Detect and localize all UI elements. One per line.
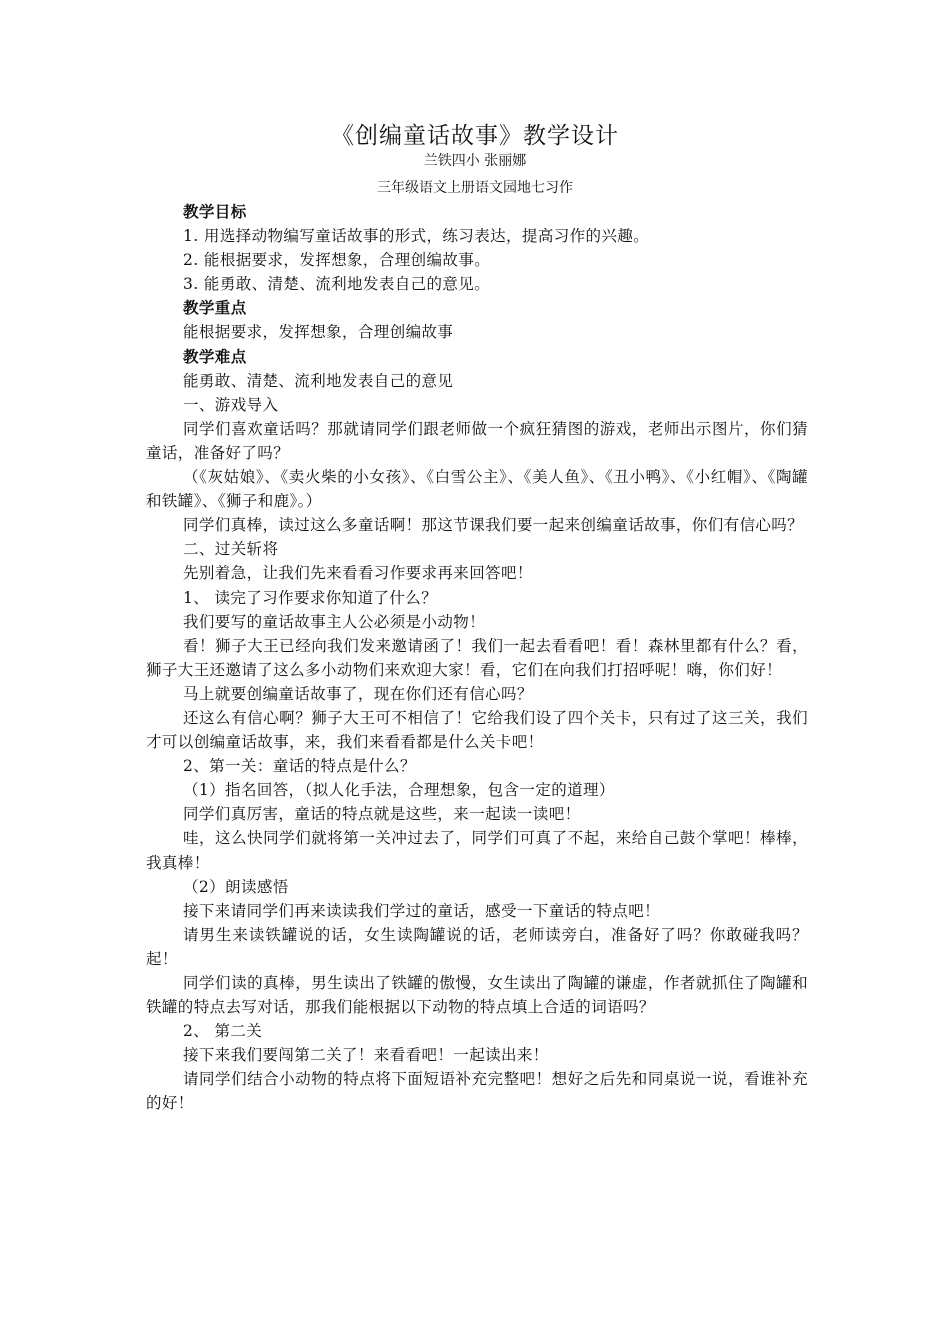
document-body <box>146 200 808 1116</box>
document-subtitle: 三年级语文上册语文园地七习作 <box>377 180 573 196</box>
paragraph: （1）指名回答，（拟人化手法，合理想象，包含一定的道理） <box>183 781 615 800</box>
paragraph: 看！狮子大王已经向我们发来邀请函了！我们一起去看看吧！看！森林里都有什么？看，狮子大王还邀请了这么多小动物们来欢迎大家！看，它们在向我们打招呼呢！嗨，你们好！ <box>146 636 808 679</box>
paragraph: 还这么有信心啊？狮子大王可不相信了！它给我们设了四个关卡，只有过了这三关，我们才可以创编童话故事，来，我们来看看都是什么关卡吧！ <box>146 708 808 752</box>
paragraph: 同学们真厉害，童话的特点就是这些，来一起读一读吧！ <box>183 805 581 824</box>
paragraph: 请同学们结合小动物的特点将下面短语补充完整吧！想好之后先和同桌说一说，看谁补充的好！ <box>146 1070 808 1113</box>
paragraph: 请男生来读铁罐说的话，女生读陶罐说的话，老师读旁白，准备好了吗？你敢碰我吗？起！ <box>146 925 808 968</box>
paragraph: 3. 能勇敢、清楚、流利地发表自己的意见。 <box>183 275 491 294</box>
paragraph: 马上就要创编童话故事了，现在你们还有信心吗？ <box>183 684 533 703</box>
section-heading: 教学难点 <box>183 347 247 366</box>
paragraph: （《灰姑娘》、《卖火柴的小女孩》、《白雪公主》、《美人鱼》、《丑小鸭》、《小红帽》、《陶罐和铁罐》、《狮子和鹿》。） <box>146 468 808 511</box>
document-title: 《创编童话故事》教学设计 <box>331 123 619 149</box>
section-heading: 教学重点 <box>183 299 247 318</box>
paragraph: 同学们真棒，读过这么多童话啊！那这节课我们要一起来创编童话故事，你们有信心吗？ <box>183 516 804 535</box>
paragraph: （2）朗读感悟 <box>183 877 289 896</box>
paragraph: 先别着急，让我们先来看看习作要求再来回答吧！ <box>183 564 533 583</box>
paragraph: 同学们读的真棒，男生读出了铁罐的傲慢，女生读出了陶罐的谦虚，作者就抓住了陶罐和铁罐的特点去写对话，那我们能根据以下动物的特点填上合适的词语吗？ <box>146 974 808 1017</box>
paragraph: 我们要写的童话故事主人公必须是小动物！ <box>183 612 486 631</box>
section-heading: 教学目标 <box>183 203 247 221</box>
paragraph: 二、过关斩将 <box>183 540 279 559</box>
paragraph: 能根据要求，发挥想象，合理创编故事 <box>183 323 454 342</box>
paragraph: 接下来请同学们再来读读我们学过的童话，感受一下童话的特点吧！ <box>183 901 661 920</box>
paragraph: 2、第一关：童话的特点是什么？ <box>183 757 416 776</box>
paragraph: 1、 读完了习作要求你知道了什么？ <box>183 588 438 607</box>
paragraph: 能勇敢、清楚、流利地发表自己的意见 <box>183 371 454 390</box>
paragraph: 接下来我们要闯第二关了！来看看吧！一起读出来！ <box>183 1046 549 1065</box>
author-line: 兰铁四小 张丽娜 <box>423 153 527 169</box>
paragraph: 哇，这么快同学们就将第一关冲过去了，同学们可真了不起，来给自己鼓个掌吧！棒棒，我真棒！ <box>146 829 808 872</box>
paragraph: 1. 用选择动物编写童话故事的形式，练习表达，提高习作的兴趣。 <box>183 227 650 246</box>
paragraph: 一、游戏导入 <box>183 395 279 414</box>
paragraph: 同学们喜欢童话吗？那就请同学们跟老师做一个疯狂猜图的游戏，老师出示图片，你们猜童话，准备好了吗？ <box>146 419 808 462</box>
paragraph: 2. 能根据要求，发挥想象，合理创编故事。 <box>183 251 491 270</box>
paragraph: 2、 第二关 <box>183 1022 263 1041</box>
